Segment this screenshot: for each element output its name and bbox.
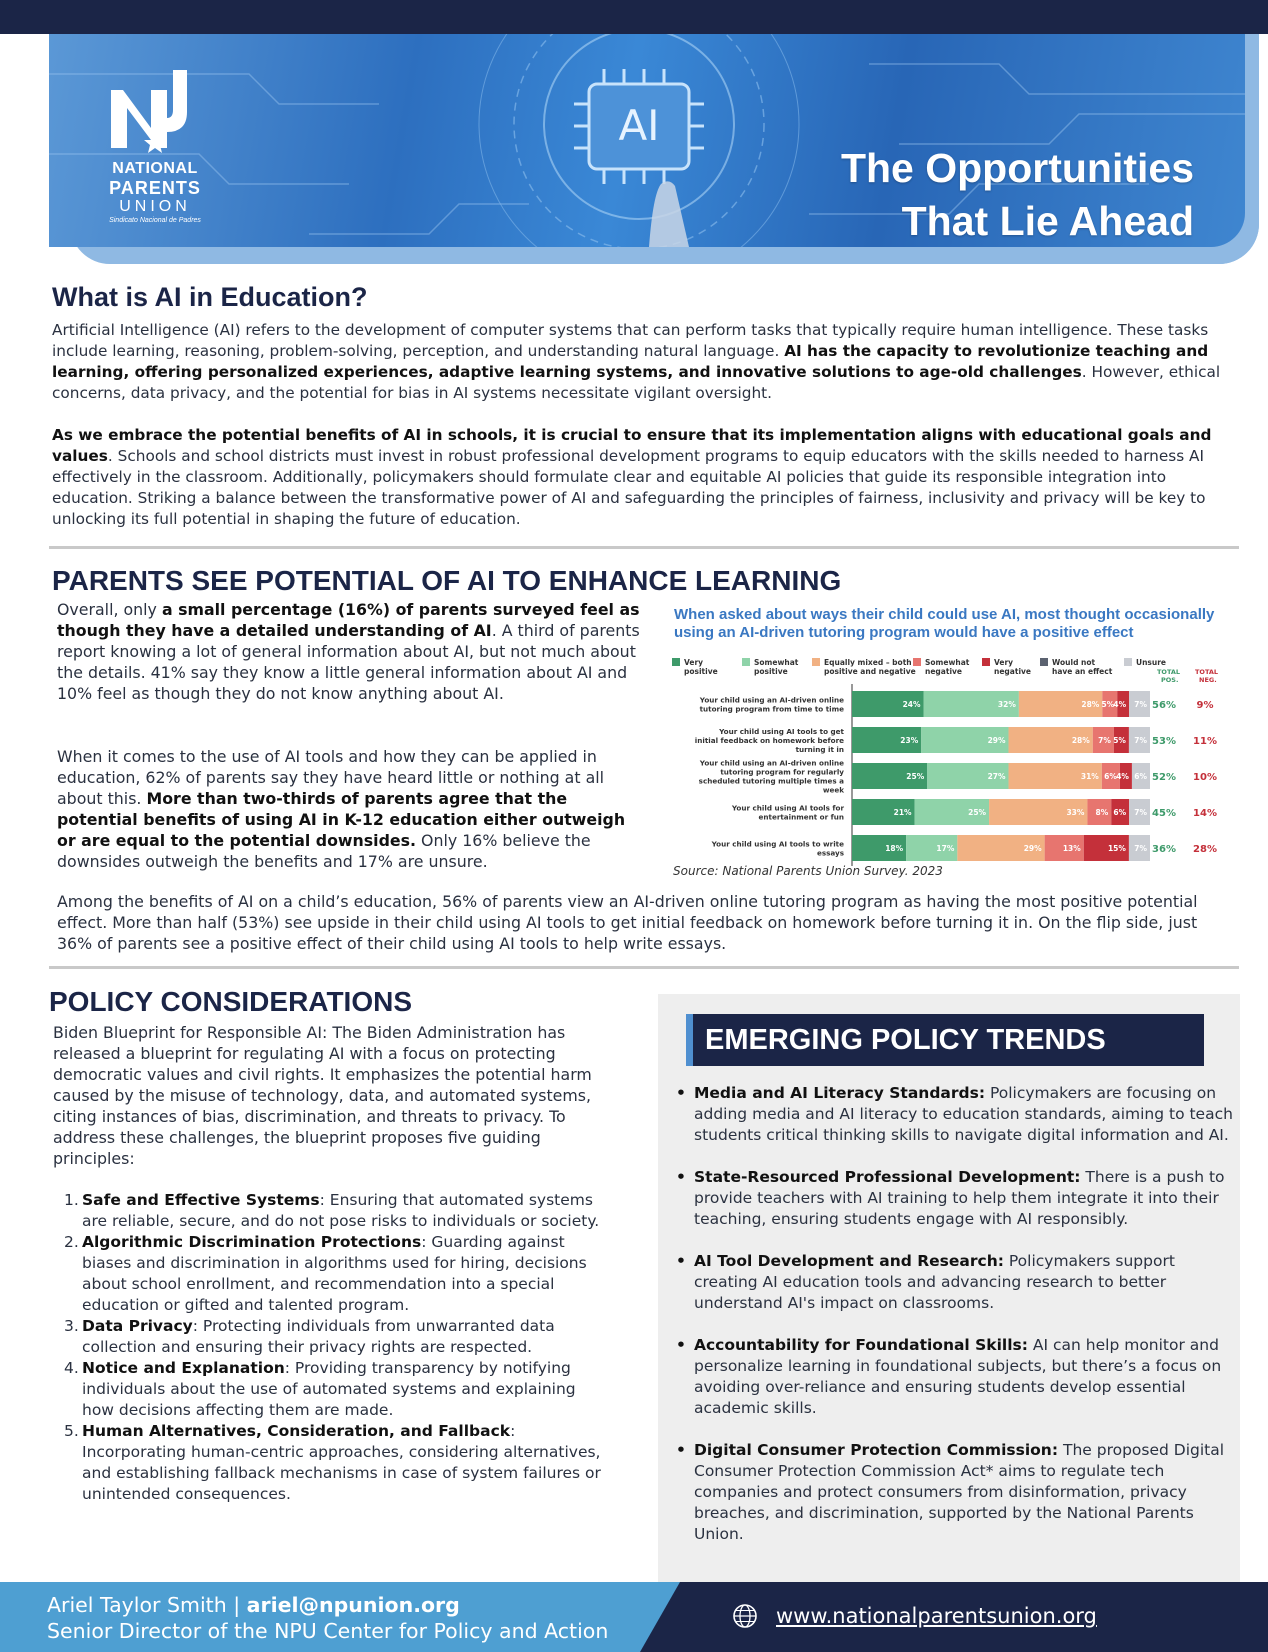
total-pos-value: 53% — [1152, 736, 1176, 747]
segment-label: 29% — [1023, 844, 1042, 853]
segment-label: 32% — [997, 700, 1016, 709]
legend-label: Very — [994, 658, 1014, 667]
category-label: Your child using an AI-driven online — [699, 758, 844, 768]
legend-label: Equally mixed – both — [824, 658, 912, 667]
trend-title: AI Tool Development and Research: — [694, 1252, 1004, 1270]
contact-email[interactable]: ariel@npunion.org — [246, 1593, 460, 1617]
principle-number: 5. — [64, 1422, 79, 1440]
segment-label: 18% — [885, 844, 904, 853]
segment-label: 27% — [987, 772, 1006, 781]
trend-title: Accountability for Foundational Skills: — [694, 1336, 1028, 1354]
total-pos-value: 52% — [1152, 772, 1176, 783]
contact-role: Senior Director of the NPU Center for Policy and Action — [47, 1619, 609, 1643]
segment-label: 28% — [1081, 700, 1100, 709]
category-label: tutoring program for regularly — [720, 767, 844, 777]
intro-p2-text: . Schools and school districts must invest in robust professional development programs to equip educators with the skills needed to harness AI effectively in the classroom. Additionally, policymakers should formulate clear and equitable AI policies that guide its responsible integration into education. Striking a balance between the transformative power of AI and safeguarding the principles of fairness, inclusivity and privacy will be key to unlocking its full potential in shaping the future of education. — [52, 447, 1206, 528]
segment-label: 7% — [1134, 808, 1147, 817]
survey-chart — [668, 648, 1238, 880]
segment-label: 31% — [1080, 772, 1099, 781]
category-label: scheduled tutoring multiple times a — [698, 776, 844, 786]
footer-contact — [47, 1592, 608, 1644]
legend-swatch — [742, 658, 750, 666]
globe-icon — [732, 1603, 758, 1629]
intro-p1-text: Artificial Intelligence (AI) refers to the development of computer systems that can perform tasks that typically require human intelligence. These tasks include learning, reasoning, problem-solving, perception, and understanding natural language. — [52, 321, 1209, 360]
footer-divider-shape — [640, 1582, 680, 1652]
intro-paragraph-2 — [52, 425, 1222, 530]
contact-name: Ariel Taylor Smith | — [47, 1593, 247, 1617]
segment-label: 13% — [1062, 844, 1081, 853]
trend-text: AI can help monitor and personalize learning in foundational subjects, but there’s a focus on avoiding over-reliance and ensuring students develop essential academic skills. — [694, 1336, 1222, 1417]
segment-label: 33% — [1066, 808, 1085, 817]
principle-title: Safe and Effective Systems — [82, 1191, 320, 1209]
segment-label: 4% — [1116, 772, 1129, 781]
segment-label: 5% — [1113, 736, 1126, 745]
trend-item — [676, 1083, 1238, 1146]
total-neg-value: 11% — [1193, 736, 1217, 747]
principle-text: : Ensuring that automated systems are reliable, secure, and do not pose risks to individuals or society. — [82, 1191, 600, 1230]
title-line-1: The Opportunities — [840, 145, 1194, 191]
legend-swatch — [672, 658, 680, 666]
legend-label: negative — [925, 667, 962, 676]
website-link[interactable]: www.nationalparentsunion.org — [776, 1604, 1097, 1628]
segment-label: 6% — [1134, 772, 1147, 781]
total-neg-value: 28% — [1193, 844, 1217, 855]
intro-p2-bold: As we embrace the potential benefits of AI in schools, it is crucial to ensure that its implementation aligns with educational goals and values — [52, 426, 1212, 465]
principle-title: Data Privacy — [82, 1317, 193, 1335]
parents-paragraph-3: Among the benefits of AI on a child’s education, 56% of parents view an AI-driven online tutoring program as having the most positive potential effect. More than half (53%) see upside in their child using AI tools to get initial feedback on homework before turning it in. On the flip side, just 36% of parents see a positive effect of their child using AI tools to help write essays. — [57, 892, 1198, 953]
category-label: Your child using an AI-driven online — [699, 695, 844, 705]
trend-title: Digital Consumer Protection Commission: — [694, 1441, 1059, 1459]
org-tagline: Sindicato Nacional de Padres — [109, 217, 201, 224]
trends-list — [676, 1083, 1238, 1566]
intro-p1-tail: . However, ethical concerns, data privacy, and the potential for bias in AI systems necessitate vigilant oversight. — [52, 363, 1221, 402]
segment-label: 25% — [906, 772, 925, 781]
segment-label: 7% — [1098, 736, 1111, 745]
total-pos-value: 36% — [1152, 844, 1176, 855]
parents-paragraph-1 — [57, 599, 642, 704]
parents-p1-text: Overall, only — [57, 600, 162, 619]
total-neg-header: NEG. — [1199, 676, 1217, 684]
ai-chip-label: AI — [618, 101, 660, 150]
intro-p1-bold: AI has the capacity to revolutionize teaching and learning, offering personalized experiences, adaptive learning systems, and innovative solutions to age-old challenges — [52, 342, 1209, 381]
legend-label: positive — [684, 667, 718, 676]
principle-title: Human Alternatives, Consideration, and Fallback — [82, 1422, 511, 1440]
segment-label: 15% — [1107, 844, 1126, 853]
parents-p2-text: When it comes to the use of AI tools and how they can be applied in education, 62% of parents say they have heard little or nothing at all about this. — [57, 747, 605, 808]
policy-heading: POLICY CONSIDERATIONS — [49, 986, 413, 1017]
total-pos-header: POS. — [1161, 676, 1179, 684]
legend-swatch — [1040, 658, 1048, 666]
org-line-1: NATIONAL — [112, 160, 198, 177]
total-pos-header: TOTAL — [1157, 668, 1181, 676]
trend-title: Media and AI Literacy Standards: — [694, 1084, 986, 1102]
principle-item — [64, 1358, 604, 1421]
legend-swatch — [812, 658, 820, 666]
category-label: Your child using AI tools to get — [719, 727, 844, 736]
segment-label: 29% — [987, 736, 1006, 745]
total-neg-value: 10% — [1193, 772, 1217, 783]
parents-p1-tail: . A third of parents report knowing a lot of general information about AI, but not much about the details. 41% say they know a little general information about AI and 10% feel as though they do not know anything about AI. — [57, 621, 640, 703]
parents-heading: PARENTS SEE POTENTIAL OF AI TO ENHANCE LEARNING — [52, 565, 842, 596]
legend-swatch — [913, 658, 921, 666]
legend-swatch — [1124, 658, 1132, 666]
total-neg-value: 9% — [1196, 700, 1214, 711]
category-label: turning it in — [795, 745, 844, 754]
principle-item — [64, 1421, 604, 1505]
category-label: initial feedback on homework before — [694, 736, 844, 745]
legend-label: positive and negative — [824, 667, 916, 676]
legend-label: positive — [754, 667, 788, 676]
legend-label: have an effect — [1052, 667, 1113, 676]
parents-p2-bold: More than two-thirds of parents agree that the potential benefits of using AI in K-12 education either outweigh or are equal to the potential downsides. — [57, 789, 626, 850]
parents-p1-bold: a small percentage (16%) of parents surveyed feel as though they have a detailed understanding of AI — [57, 600, 640, 640]
legend-label: Somewhat — [925, 658, 970, 667]
trend-item — [676, 1440, 1238, 1545]
segment-label: 7% — [1134, 736, 1147, 745]
trend-text: Policymakers are focusing on adding media and AI literacy to education standards, aiming to teach students critical thinking skills to navigate digital information and AI. — [694, 1084, 1233, 1144]
divider-2 — [49, 966, 1239, 969]
segment-label: 8% — [1095, 808, 1109, 817]
chart-title: When asked about ways their child could use AI, most thought occasionally using an AI-driven tutoring program would have a positive effect — [674, 606, 1215, 641]
category-label: Your child using AI tools for — [731, 803, 844, 813]
principle-title: Notice and Explanation — [82, 1359, 285, 1377]
category-label: essays — [816, 848, 844, 858]
intro-paragraph-1 — [52, 320, 1222, 404]
legend-label: Would not — [1052, 658, 1096, 667]
segment-label: 6% — [1113, 808, 1127, 817]
org-line-2: PARENTS — [109, 178, 201, 198]
trend-text: The proposed Digital Consumer Protection Commission Act* aims to regulate tech companies and protect consumers from disinformation, privacy breaches, and discrimination, supported by the National Parents Union. — [694, 1441, 1225, 1543]
total-pos-value: 56% — [1152, 700, 1176, 711]
principle-item — [64, 1232, 604, 1316]
title-line-2: That Lie Ahead — [901, 198, 1194, 244]
principle-number: 4. — [64, 1359, 79, 1377]
segment-label: 4% — [1113, 700, 1127, 709]
segment-label: 7% — [1134, 700, 1147, 709]
category-label: week — [822, 785, 844, 795]
segment-label: 25% — [968, 808, 987, 817]
principle-number: 2. — [64, 1233, 79, 1251]
org-line-3: UNION — [119, 198, 191, 215]
trend-item — [676, 1335, 1238, 1419]
principle-text: : Providing transparency by notifying individuals about the use of automated systems and explaining how decisions affecting them are made. — [82, 1359, 576, 1419]
category-label: tutoring program from time to time — [699, 704, 844, 714]
trend-text: There is a push to provide teachers with AI training to help them integrate it into their teaching, ensuring students engage with AI responsibly. — [694, 1168, 1225, 1228]
npu-logo-icon — [105, 60, 205, 155]
org-name — [100, 160, 210, 226]
segment-label: 21% — [893, 808, 912, 817]
principle-number: 3. — [64, 1317, 79, 1335]
trend-text: Policymakers support creating AI education tools and advancing research to better understand AI's impact on classrooms. — [694, 1252, 1175, 1312]
policy-intro: Biden Blueprint for Responsible AI: The Biden Administration has released a blueprint for regulating AI with a focus on protecting democratic values and civil rights. It emphasizes the potential harm caused by the misuse of technology, data, and automated systems, citing instances of bias, discrimination, and threats to privacy. To address these challenges, the blueprint proposes five guiding principles: — [53, 1023, 592, 1168]
legend-label: Unsure — [1136, 658, 1167, 667]
trend-title: State-Resourced Professional Development: — [694, 1168, 1081, 1186]
legend-swatch — [982, 658, 990, 666]
trends-heading: EMERGING POLICY TRENDS — [686, 1014, 1204, 1066]
trend-item — [676, 1167, 1238, 1230]
total-neg-value: 14% — [1193, 808, 1217, 819]
chart-source: Source: National Parents Union Survey. 2023 — [673, 864, 943, 878]
parents-paragraph-2 — [57, 746, 642, 872]
principle-text: : Guarding against biases and discrimination in algorithms used for hiring, decisions about school enrollment, and recommendation into a special education or gifted and talented program. — [82, 1233, 587, 1314]
principle-item — [64, 1316, 604, 1358]
principle-text: : Protecting individuals from unwarranted data collection and ensuring their privacy rights are respected. — [82, 1317, 555, 1356]
segment-label: 28% — [1071, 736, 1090, 745]
legend-label: negative — [994, 667, 1031, 676]
legend-label: Very — [684, 658, 704, 667]
segment-label: 6% — [1104, 772, 1117, 781]
segment-label: 17% — [936, 844, 955, 853]
page-title — [734, 142, 1194, 248]
category-label: entertainment or fun — [758, 812, 844, 822]
segment-label: 24% — [902, 700, 921, 709]
trend-item — [676, 1251, 1238, 1314]
legend-label: Somewhat — [754, 658, 799, 667]
total-neg-header: TOTAL — [1195, 668, 1219, 676]
principle-number: 1. — [64, 1191, 79, 1209]
principle-title: Algorithmic Discrimination Protections — [82, 1233, 422, 1251]
total-pos-value: 45% — [1152, 808, 1176, 819]
principle-text: : Incorporating human-centric approaches, considering alternatives, and establishing fallback mechanisms in case of system failures or unintended consequences. — [82, 1422, 601, 1503]
parents-p2-tail: Only 16% believe the downsides outweigh the benefits and 17% are unsure. — [57, 831, 591, 871]
principles-list — [64, 1190, 604, 1505]
segment-label: 5% — [1101, 700, 1115, 709]
intro-heading: What is AI in Education? — [52, 282, 368, 312]
principle-item — [64, 1190, 604, 1232]
top-bar — [0, 0, 1268, 34]
segment-label: 23% — [900, 736, 919, 745]
segment-label: 7% — [1134, 844, 1147, 853]
category-label: Your child using AI tools to write — [711, 839, 844, 849]
divider — [49, 546, 1239, 549]
